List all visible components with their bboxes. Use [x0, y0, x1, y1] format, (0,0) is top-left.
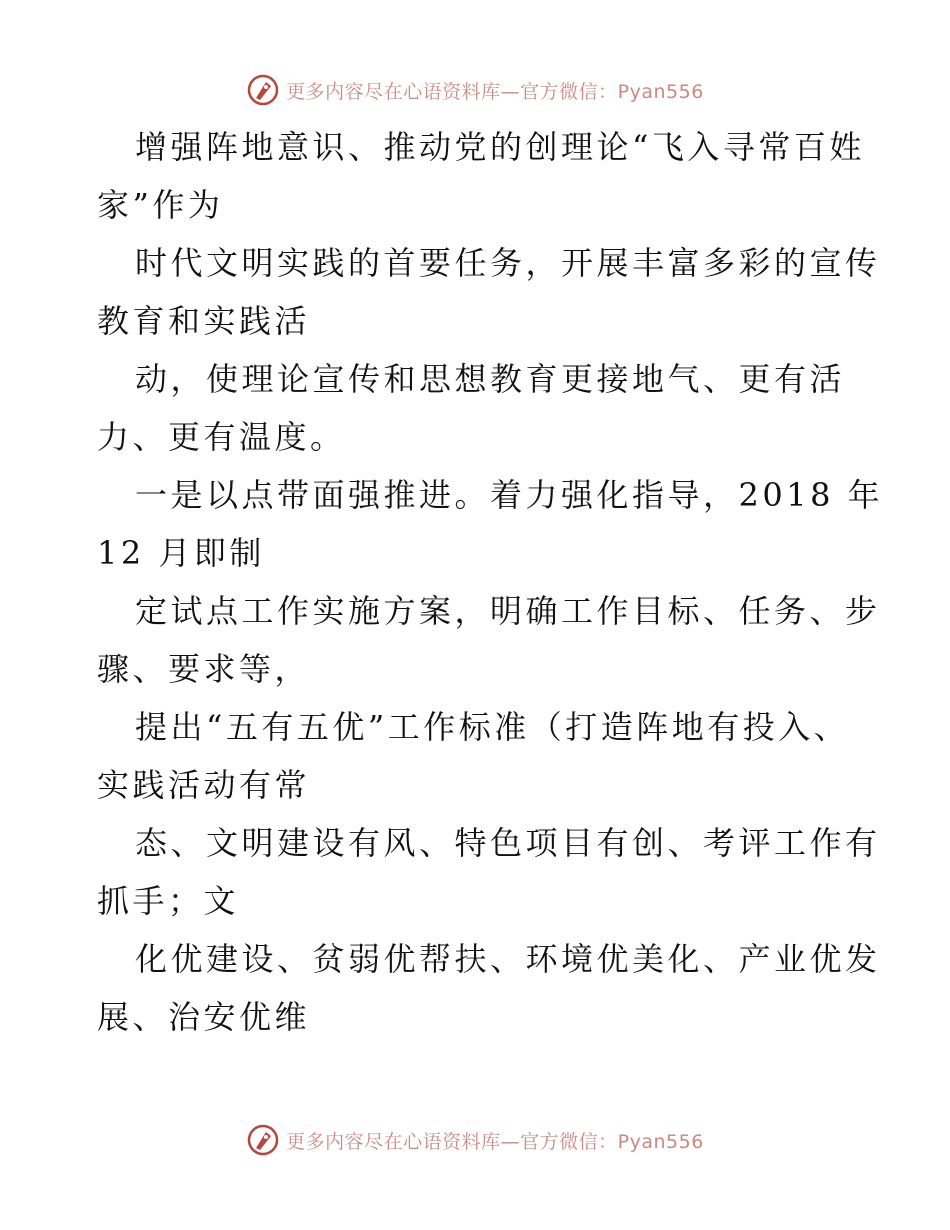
- text-line: 抓手；文: [97, 882, 240, 920]
- text-line: 化优建设、贫弱优帮扶、环境优美化、产业优发: [135, 940, 881, 978]
- pen-nib-icon: [246, 73, 280, 107]
- text-line: 动，使理论宣传和思想教育更接地气、更有活: [135, 360, 846, 398]
- text-line: 骤、要求等，: [97, 650, 311, 688]
- header-watermark: [0, 70, 950, 110]
- text-line: 力、更有温度。: [97, 418, 346, 456]
- text-line: 展、治安优维: [97, 998, 311, 1036]
- text-line: 时代文明实践的首要任务，开展丰富多彩的宣传: [135, 244, 881, 282]
- footer-watermark: [0, 1120, 950, 1160]
- text-line: 12 月即制: [97, 534, 265, 572]
- text-line: 提出“五有五优”工作标准（打造阵地有投入、: [135, 708, 850, 746]
- text-line: 一是以点带面强推进。着力强化指导，2018 年: [135, 476, 884, 514]
- text-line: 态、文明建设有风、特色项目有创、考评工作有: [135, 824, 881, 862]
- document-body: [97, 118, 884, 1046]
- watermark-text: 更多内容尽在心语资料库—官方微信：Pyan556: [286, 80, 704, 103]
- text-line: 家”作为: [97, 186, 224, 224]
- watermark-text: 更多内容尽在心语资料库—官方微信：Pyan556: [286, 1130, 704, 1153]
- text-line: 增强阵地意识、推动党的创理论“飞入寻常百姓: [135, 128, 865, 166]
- text-line: 教育和实践活: [97, 302, 311, 340]
- text-line: 定试点工作实施方案，明确工作目标、任务、步: [135, 592, 881, 630]
- pen-nib-icon: [246, 1123, 280, 1157]
- text-line: 实践活动有常: [97, 766, 311, 804]
